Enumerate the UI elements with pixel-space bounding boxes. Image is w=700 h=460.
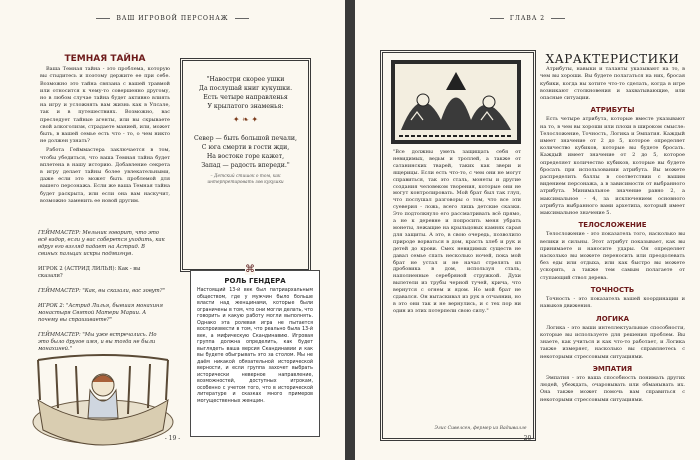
subsection-title-logic: ЛОГИКА: [595, 314, 630, 323]
subsection-title-precision: ТОЧНОСТЬ: [590, 285, 635, 294]
dialogue-line: ГЕЙММАСТЕР: "Как, вы сказали, вас зовут?": [38, 288, 165, 294]
subsection-title-empathy: ЭМПАТИЯ: [592, 364, 633, 373]
cuckoo-poem-box: [180, 58, 311, 272]
paragraph: Работа Гейммастера заключается в том, чтобы убедиться, что ваша Темная тайна будет вплетена в нашу историю. Добавление секрета в игру делает тайны более увлекательными, даже если это может быть проблемой для вашего персонажа. Если же ваша Темная тайна будет раскрыта, или если она вам наскучит, возможно заменить ее новой другим.: [40, 147, 170, 204]
poem-stanza-2: [183, 134, 308, 170]
sidebar-text: Настоящий 13-й век был патриархальным обществом, где у мужчин было больше власти над женщинами, которые были ограничены в том, что они могли делать, что говорить и какую работу могли выполнять. Однако эта ролевая игра не пытается воспроизвести в том, что реально была 13-й век, а мифическую Скандинавию. Игровая группа должна определить, как будет выглядеть ваша версия Скандинавии и как вы будете обыгрывать это за столом. Мы не даём никакой обязательной исторической верности, и если группа захочет выбрать исторически неверное направление, возможностей, доступных игрокам, особенно с учетом того, что в исторической литературе и сказках много примеров могущественных женщин.: [197, 288, 313, 404]
knot-ornament-icon: ⌘: [245, 264, 255, 275]
dialogue-line: ИГРОК 2: "Астрид Лилья, бывшая монахиня монастыря Святой Матери Марии. А почему вы спрашиваете?": [38, 303, 163, 323]
poem-line: Да послушай книг кукушки.: [198, 85, 293, 92]
dialogue-line: ГЕЙММАСТЕР: Мельник говорит, что это всё вздор, если у вас соберется уходить, как вдруг его взгляд падает на Астрид. В свиных пальцах искры подмигнув.: [38, 230, 165, 257]
left-page: [0, 0, 345, 460]
woodcut-illustration: [391, 60, 521, 144]
page-number-left: - 19 -: [164, 435, 181, 442]
subsection-title-attributes: АТРИБУТЫ: [590, 106, 635, 115]
sidebar-title: РОЛЬ ГЕНДЕРА: [224, 277, 286, 285]
intro-paragraph: Атрибуты, навыки и таланты указывают на то, в чем вы хороши. Вы будете полагаться на них, бросая кубики, когда вы хотите что-то сделать, когда в игре возникают столкновения и захватывающие, или опасные ситуации.: [540, 66, 685, 102]
quote-box: [380, 50, 536, 441]
precision-text: Точность - это показатель вашей координации и навыков движения.: [540, 296, 685, 310]
chapter-section-title: ХАРАКТЕРИСТИКИ: [545, 52, 680, 66]
section-title-dark-secret: ТЕМНАЯ ТАЙНА: [64, 54, 146, 64]
running-head-right: ГЛАВА 2: [355, 15, 700, 22]
quote-signature: Элис Сивелсен, фермер из Вадшвалле: [434, 426, 527, 431]
dialogue-line: ИГРОК 2 (АСТРИД ЛИЛЬЯ): Как - вы сказали?: [38, 266, 141, 279]
gender-role-sidebar: [190, 264, 320, 437]
cradle-illustration: [18, 330, 178, 448]
poem-line: На востоке горе кажет,: [206, 153, 285, 160]
constitution-text: Телосложение - это показатель того, насколько вы велики и сильны. Этот атрибут показывает, как вы принимаете и наносите удары. Он определяет насколько вы можете переносить или преодолевать без еды или отдыха, или как быстро вы можете ускорить, а также тем самым полагаете от ступающий ствол дерева.: [540, 231, 685, 281]
poem-line: Запад — радость впереди.": [201, 162, 290, 169]
subsection-title-constitution: ТЕЛОСЛОЖЕНИЕ: [578, 221, 647, 230]
poem-line: У крылатого знаменья:: [207, 103, 284, 110]
poem-line: "Навостри скорее ушки: [206, 76, 285, 83]
empathy-text: Эмпатия - это ваша способность понимать других людей, убеждать, очаровывать или обманывать их. Она также может помочь вам справиться с некоторыми стрессовыми ситуациями.: [540, 374, 685, 403]
poem-line: Север — быть большой печали,: [194, 135, 297, 142]
paragraph: Ваша Темная тайна - это проблема, которую вы стыдитесь и поэтому держите ее при себе. Возможно это тайна связана с вашей травмой или относится к чему-то совершенно другому, но в любом случае тайна будет активно влиять на игру и усложнять вам жизнь как в Упсале, так и в путешествиях. Возможно, вас преследует тайные агенты, или вы скрываете свой алкоголизм, страдаете манией, или, может быть, в вашей семье есть что - то, о чем никто не должен узнать?: [40, 66, 170, 145]
dialogue-line: ГЕЙММАСТЕР: "Мы уже встречались. Но это было другое имя, и вы тогда не были монахиней.": [38, 332, 157, 352]
dark-secret-column: [40, 56, 170, 207]
right-page: [355, 0, 700, 460]
running-head-left: ВАШ ИГРОВОЙ ПЕРСОНАЖ: [0, 15, 345, 22]
poem-stanza-1: [183, 75, 308, 111]
characteristics-column: [540, 52, 685, 406]
quote-text: "Все должны уметь защищать себя от невидимых, ведьм и троллей, а также от сатанинских тварей, таких как звери и ящерицы. Если есть что-то, с чем они не могут справиться, так это сталь, монеты и другие создания человеком творения, которые они не могут контролировать. Мой брат был так глуп, что послушал разговоры о том, что все эти суеверия - ложь, всего лишь детские сказки. Это подтолкнуло его рассматривать всё прямо, а не к деревне и попросить меня убрать монеты, лежащие на крыльцовых камнях сарая для защиты. А это, в свою очередь, позволило природе ворваться в дом, красть хлеб и рук и детей до крови. Смех невидимых существ не давал семье спать несколько ночей, пока мой брат не устал и не начал стрелять из дробовика в дом, используя сталь, наполненные серебряной стружкой. Духи вылетели из трубы черной тучей, крича, что вернутся с огнем и ядом. Но мой брат не сдавался. Он вытаскивал из рук в отчаянии, но в это они так и не вернулись, и с тех пор ни один из этих потерпели свою силу.": [393, 149, 521, 314]
logic-text: Логика - это ваши интеллектуальные способности, которые вы используете для решения проблем. Вы знаете, как учиться и как что-то работает, и Логика также измеряет, насколько вы справляетесь с некоторыми стрессовыми ситуациями.: [540, 324, 685, 360]
attributes-text: Есть четыре атрибута, которые вместе указывают на то, в чем вы хороши или плохи в широком смысле: Телосложение, Точность, Логика и Эмпатия. Каждый имеет значение от 2 до 5, которое определяет количество кубиков, которые вы будете бросать. Каждый имеет значение от 2 до 5, которое определяет количество кубиков, которые вы будете бросать при использовании атрибута. Вы можете распределить баллы в соответствии с вашим видением персонажа, а в зависимости от выбранного атрибута. Минимальное значение равно 2, а максимальное - 4, за исключением основного атрибута выбранного вами архетипа, который имеет максимальное значение 5.: [540, 116, 685, 217]
poem-line: С юга смерти в гости жди,: [201, 144, 290, 151]
poem-line: Есть четыре направленья: [203, 94, 288, 101]
poem-credit: – Детский стишок о том, как интерпретировать зов кукушки: [207, 174, 284, 185]
page-number-right: - 20 -: [519, 435, 536, 442]
ornament-icon: ✦ ❧ ✦: [232, 115, 259, 124]
